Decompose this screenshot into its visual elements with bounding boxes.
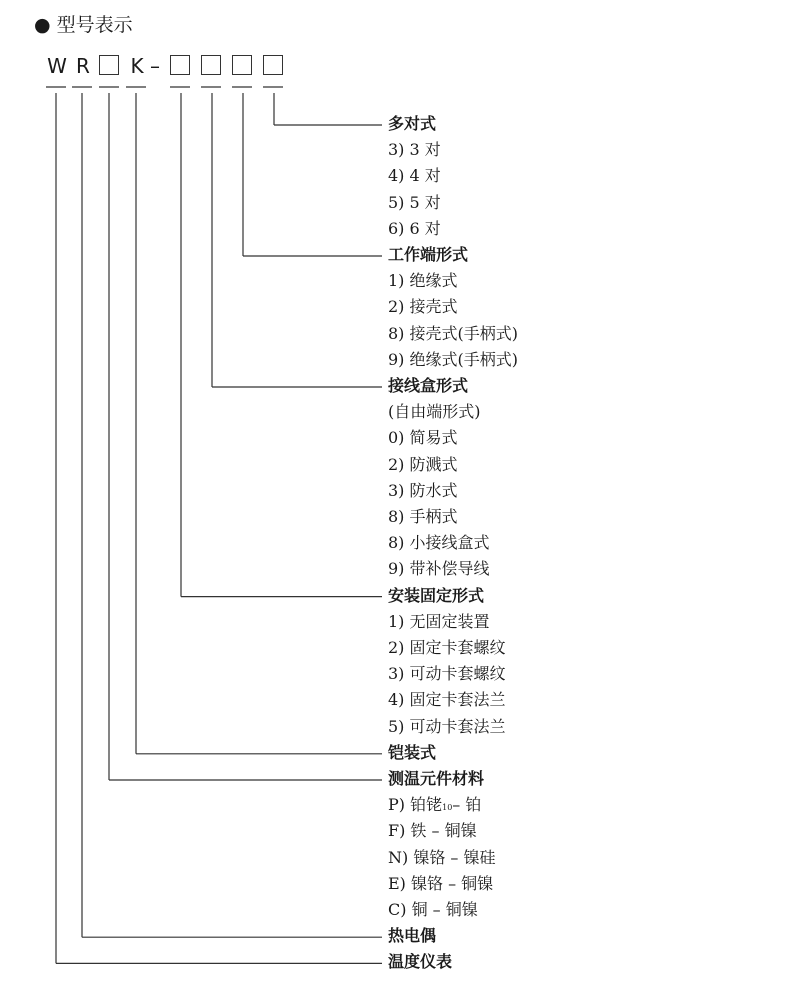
group-3-item-3: 4) 固定卡套法兰 (388, 690, 506, 710)
group-2-item-1: 0) 简易式 (388, 428, 458, 448)
group-2-item-2: 2) 防溅式 (388, 454, 458, 474)
code-letter-k: K (130, 54, 144, 78)
group-5-item-0 (388, 795, 481, 818)
group-2-item-6: 9) 带补偿导线 (388, 559, 490, 579)
item-p-subscript: 10 (442, 803, 453, 813)
code-letter-r: R (76, 54, 90, 78)
group-1-item-0: 1) 绝缘式 (388, 271, 458, 291)
group-heading-1: 工作端形式 (388, 245, 469, 264)
group-1-item-1: 2) 接壳式 (388, 297, 458, 317)
group-0-item-1: 4) 4 对 (388, 166, 441, 186)
group-heading-2: 接线盒形式 (388, 376, 469, 395)
group-heading-4: 铠装式 (388, 742, 437, 762)
group-5-item-3: E) 镍铬 – 铜镍 (388, 873, 494, 893)
group-2-item-5: 8) 小接线盒式 (388, 533, 490, 553)
group-heading-6: 热电偶 (388, 926, 437, 946)
group-2-item-0: (自由端形式) (388, 402, 481, 422)
code-letter-w: W (47, 54, 67, 78)
group-3-item-0: 1) 无固定装置 (388, 611, 490, 631)
group-1-item-2: 8) 接壳式(手柄式) (388, 323, 518, 343)
diagram-title: ● 型号表示 (34, 14, 133, 36)
group-heading-0: 多对式 (388, 114, 437, 133)
group-heading-3: 安装固定形式 (388, 585, 485, 605)
group-2-item-3: 3) 防水式 (388, 480, 458, 500)
group-heading-5: 测温元件材料 (388, 769, 485, 788)
code-dash: – (150, 54, 160, 78)
group-1-item-3: 9) 绝缘式(手柄式) (388, 349, 518, 369)
group-2-item-4: 8) 手柄式 (388, 507, 458, 526)
item-p-tail: – 铂 (452, 795, 482, 815)
group-3-item-2: 3) 可动卡套螺纹 (388, 664, 506, 684)
group-5-item-4: C) 铜 – 铜镍 (388, 900, 478, 919)
group-heading-7: 温度仪表 (388, 952, 453, 972)
group-0-item-0: 3) 3 对 (388, 140, 441, 160)
group-0-item-3: 6) 6 对 (388, 218, 441, 238)
group-5-item-2: N) 镍铬 – 镍硅 (388, 847, 496, 867)
item-p-main: P) 铂铑 (388, 795, 443, 815)
group-3-item-4: 5) 可动卡套法兰 (388, 716, 506, 736)
group-0-item-2: 5) 5 对 (388, 192, 441, 212)
group-3-item-1: 2) 固定卡套螺纹 (388, 638, 506, 657)
group-5-item-1: F) 铁 – 铜镍 (388, 821, 477, 841)
